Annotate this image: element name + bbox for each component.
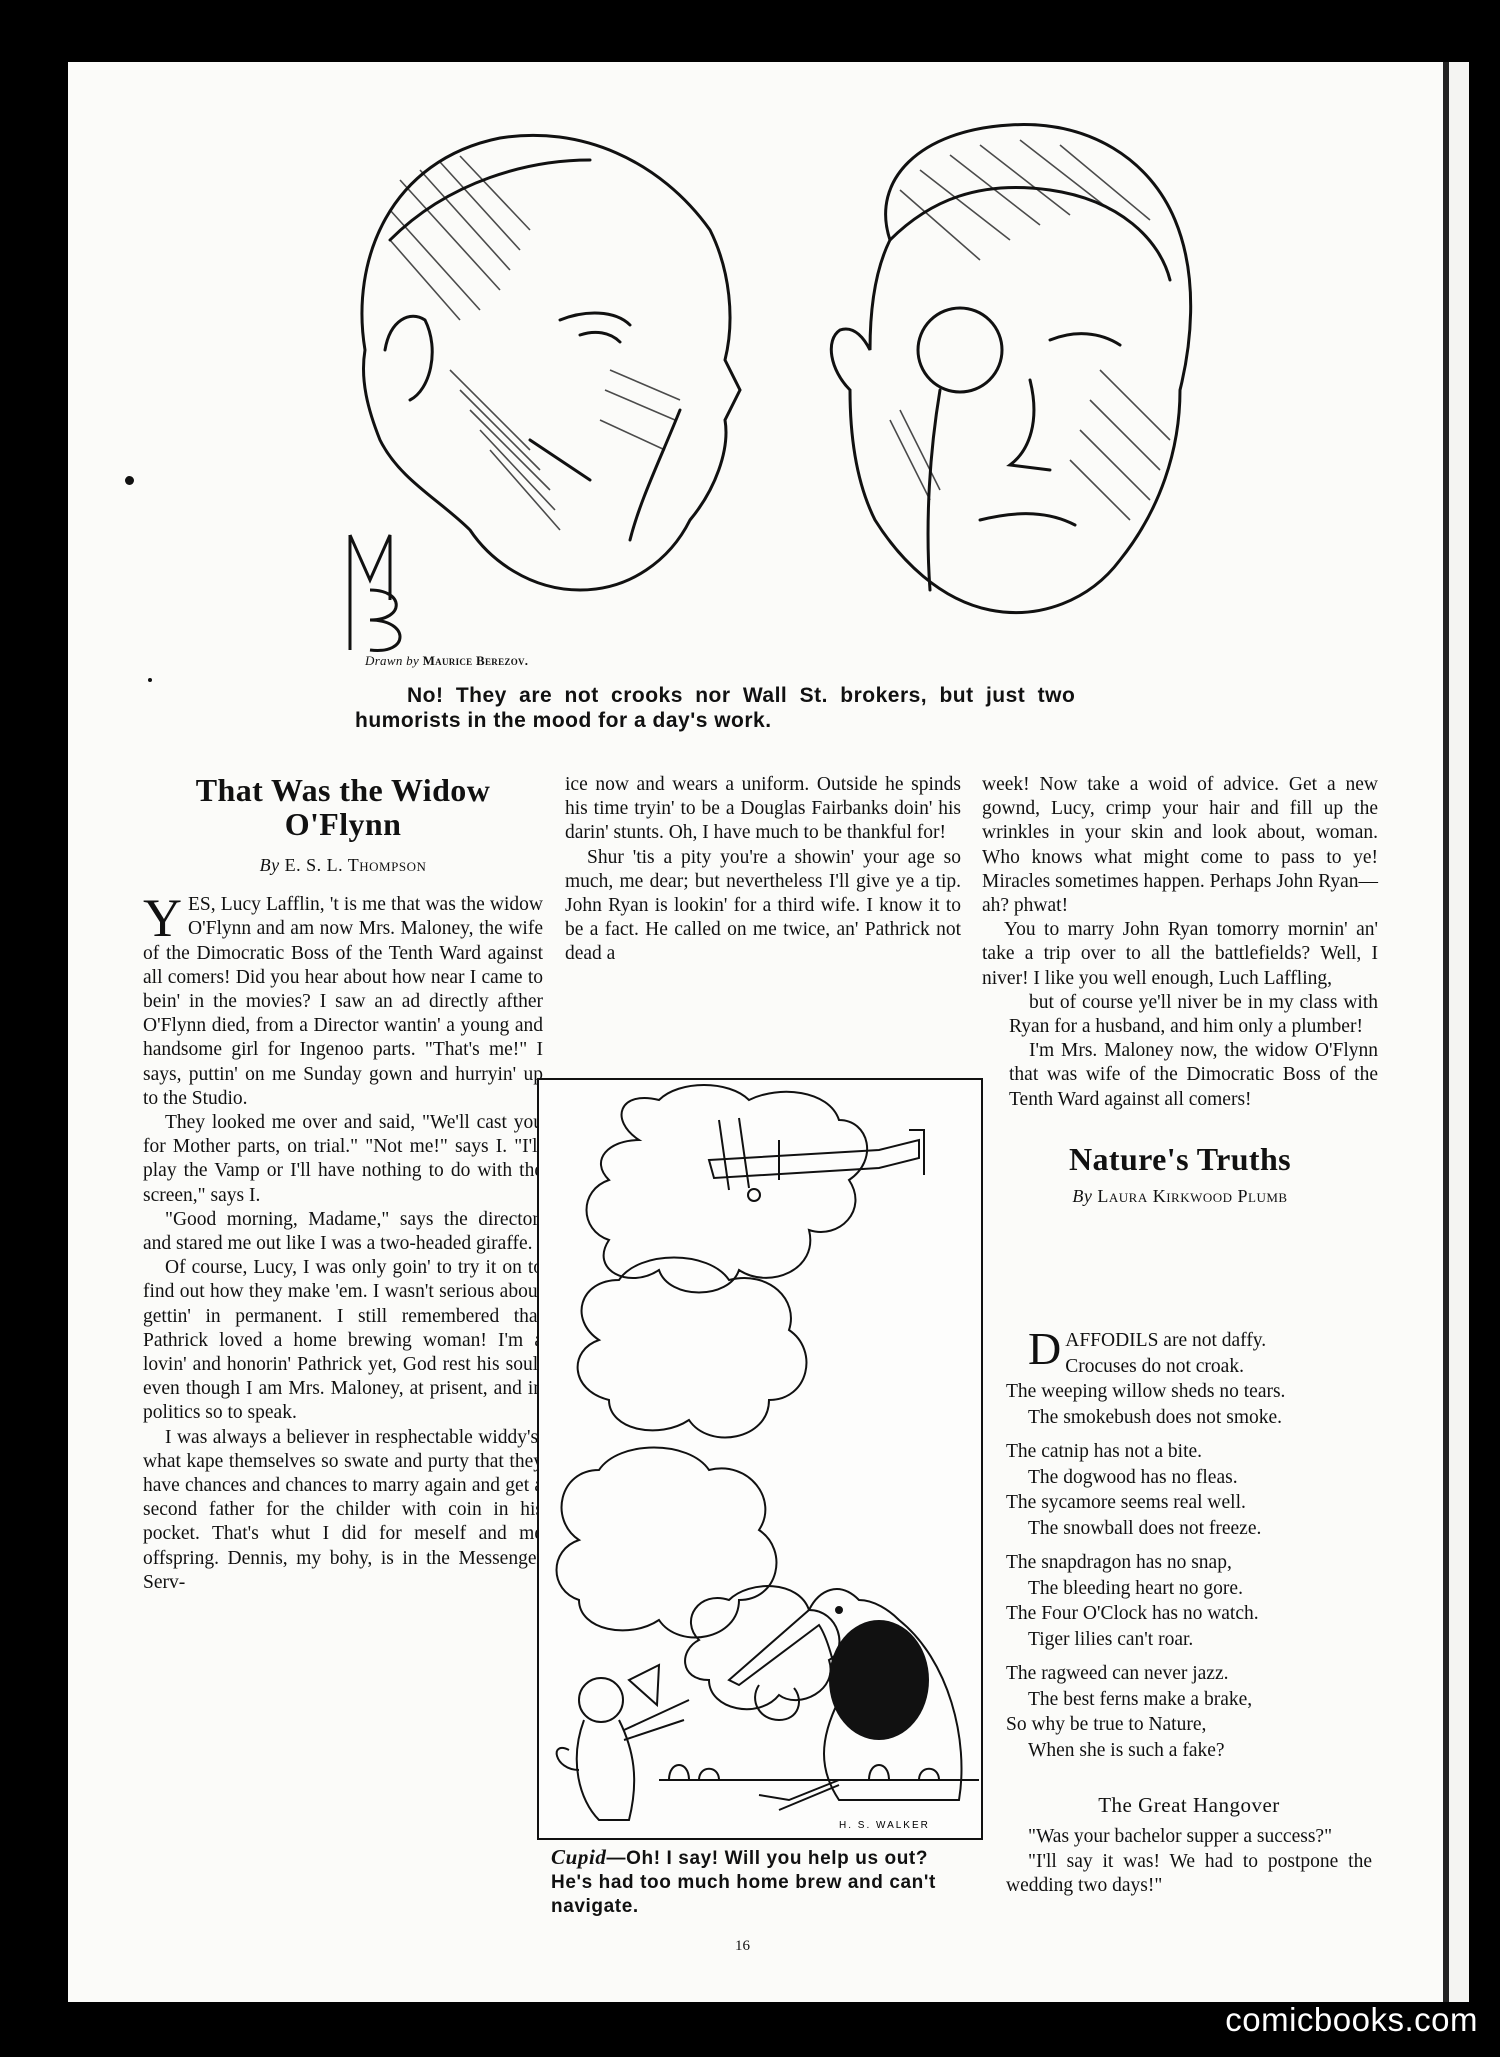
poem-stanza (1006, 1439, 1376, 1541)
caption-line-1: No! They are not crooks nor Wall St. brokers, but just two (407, 684, 1076, 707)
cartoon-signature: H. S. WALKER (839, 1820, 930, 1831)
poem-line-text: AFFODILS are not daffy. (1065, 1330, 1267, 1351)
story-author: E. S. L. Thompson (284, 855, 427, 875)
poem-line: When she is such a fake? (1028, 1739, 1225, 1761)
poem-author: Laura Kirkwood Plumb (1097, 1185, 1288, 1206)
caption-line-2: humorists in the mood for a day's work. (355, 709, 772, 732)
poem-line: The Four O'Clock has no watch. (1006, 1603, 1259, 1624)
poem-line: The snapdragon has no snap, (1006, 1552, 1232, 1573)
poem-body (1006, 1323, 1376, 1772)
hangover-title: The Great Hangover (1098, 1793, 1280, 1817)
poem-line: The sycamore seems real well. (1006, 1492, 1246, 1513)
story-paragraph: I was always a believer in resphectable widdy's, what kape themselves so swate and purty that they have chances and chances to marry again and get a second father for the childer with coin in his pocket. That's whut I did for meself and me offspring. Dennis, my bohy, is in the Messenger Serv- (143, 1426, 543, 1593)
cartoon-speaker: Cupid (551, 1845, 607, 1869)
story-paragraph: "Good morning, Madame," says the director, and stared me out like I was a two-headed giraffe. (143, 1208, 543, 1255)
story-paragraph: They looked me over and said, "We'll cast you for Mother parts, on trial." "Not me!" says I. "I'll play the Vamp or I'll have nothing to do with the screen," says I. (143, 1112, 543, 1206)
credit-prefix: Drawn by (365, 653, 420, 668)
story-paragraph-text: ES, Lucy Lafflin, 't is me that was the widow O'Flynn and am now Mrs. Maloney, the wife of the Dimocratic Boss of the Tenth Ward against all comers! Did you hear about how near I came to bein' in the movies? I saw an ad directly afther O'Flynn died, from a Director wantin' a young and handsome girl for Ingenoo parts. "That's me!" I says, puttin' on me Sunday gown and hurryin' up to the Studio. (143, 894, 543, 1109)
poem-line: The catnip has not a bite. (1006, 1441, 1203, 1462)
poem-line: The best ferns make a brake, (1028, 1688, 1253, 1710)
story-paragraph (143, 888, 543, 1111)
credit-name: Maurice Berezov. (422, 653, 529, 668)
caricature-illustration (330, 120, 1230, 660)
facing-page-edge (1449, 62, 1469, 2002)
poem-line: The smokebush does not smoke. (1028, 1406, 1283, 1428)
poem-line: So why be true to Nature, (1006, 1714, 1207, 1735)
story-paragraph: week! Now take a woid of advice. Get a new gownd, Lucy, crimp your hair and fill up the wrinkles in your skin and look about, woman. Who knows what might come to pass to ye! Miracles sometimes happen. Perhaps John Ryan—ah? phwat! (982, 774, 1378, 917)
story-paragraph: Shur 'tis a pity you're a showin' your age so much, me dear; but nevertheless I'll give ye a tip. John Ryan is lookin' for a third wife. I know it to be a fact. He called on me twice, an' Pathrick not dead a (565, 846, 961, 965)
story-indented-block (982, 991, 1378, 1112)
hangover-answer: "I'll say it was! We had to postpone the wedding two days!" (1006, 1850, 1372, 1896)
poem-line: The ragweed can never jazz. (1006, 1663, 1229, 1684)
story-paragraph: Of course, Lucy, I was only goin' to try it on to find out how they make 'em. I wasn't serious about gettin' in permanent. I still remembered that Pathrick loved a home brewing woman! I'm a lovin' and honorin' Pathrick yet, God rest his soul, even though I am Mrs. Maloney, at prisent, and in politics so to speak. (143, 1257, 543, 1424)
ink-speck (125, 476, 134, 485)
story-paragraph: but of course ye'll niver be in my class with Ryan for a husband, and him only a plumber! (1009, 991, 1378, 1038)
story-paragraph: ice now and wears a uniform. Outside he spinds his time tryin' to be a Douglas Fairbanks doin' his darin' stunts. Oh, I have much to be thankful for! (565, 774, 961, 844)
illustration-caption (355, 683, 1215, 733)
poem-line: The dogwood has no fleas. (1028, 1466, 1238, 1488)
page-number: 16 (735, 1938, 750, 1954)
story-column-3 (982, 773, 1378, 1224)
poem-line: Crocuses do not croak. (1065, 1355, 1244, 1377)
poem-dropcap: D (1028, 1323, 1062, 1374)
poem-byline-by: By (1072, 1185, 1093, 1206)
poem-stanza (1006, 1661, 1376, 1763)
poem-stanza (1006, 1550, 1376, 1652)
cartoon-caption (551, 1845, 971, 1919)
poem-line: The bleeding heart no gore. (1028, 1577, 1243, 1599)
cartoon-caption-text: —Oh! I say! Will you help us out? He's had too much home brew and can't navigate. (551, 1848, 936, 1917)
poem-line: Tiger lilies can't roar. (1028, 1628, 1194, 1650)
story-paragraph: You to marry John Ryan tomorry mornin' an' take a trip over to all the battlefields? Well, I niver! I like you well enough, Luch Laffling, (982, 919, 1378, 989)
hangover-question: "Was your bachelor supper a success?" (1028, 1826, 1333, 1848)
story-byline (143, 853, 543, 877)
story-paragraph: I'm Mrs. Maloney now, the widow O'Flynn that was wife of the Dimocratic Boss of the Tenth Ward against all comers! (1009, 1040, 1378, 1110)
poem-line: The weeping willow sheds no tears. (1006, 1381, 1286, 1402)
story-title: That Was the Widow O'Flynn (195, 772, 491, 842)
byline-by: By (259, 855, 280, 875)
story-column-1 (143, 773, 543, 1595)
site-watermark: comicbooks.com (1225, 2001, 1478, 2038)
poem-title: Nature's Truths (1068, 1140, 1292, 1177)
hangover-joke (1006, 1793, 1372, 1898)
poem-byline (982, 1184, 1378, 1208)
poem-stanza (1006, 1323, 1376, 1430)
poem-line: The snowball does not freeze. (1028, 1517, 1262, 1539)
ink-speck (148, 678, 152, 682)
story-column-2 (565, 773, 961, 967)
cupid-stork-cartoon (537, 1078, 983, 1840)
story-dropcap: Y (143, 888, 182, 949)
illustration-credit (365, 653, 528, 669)
